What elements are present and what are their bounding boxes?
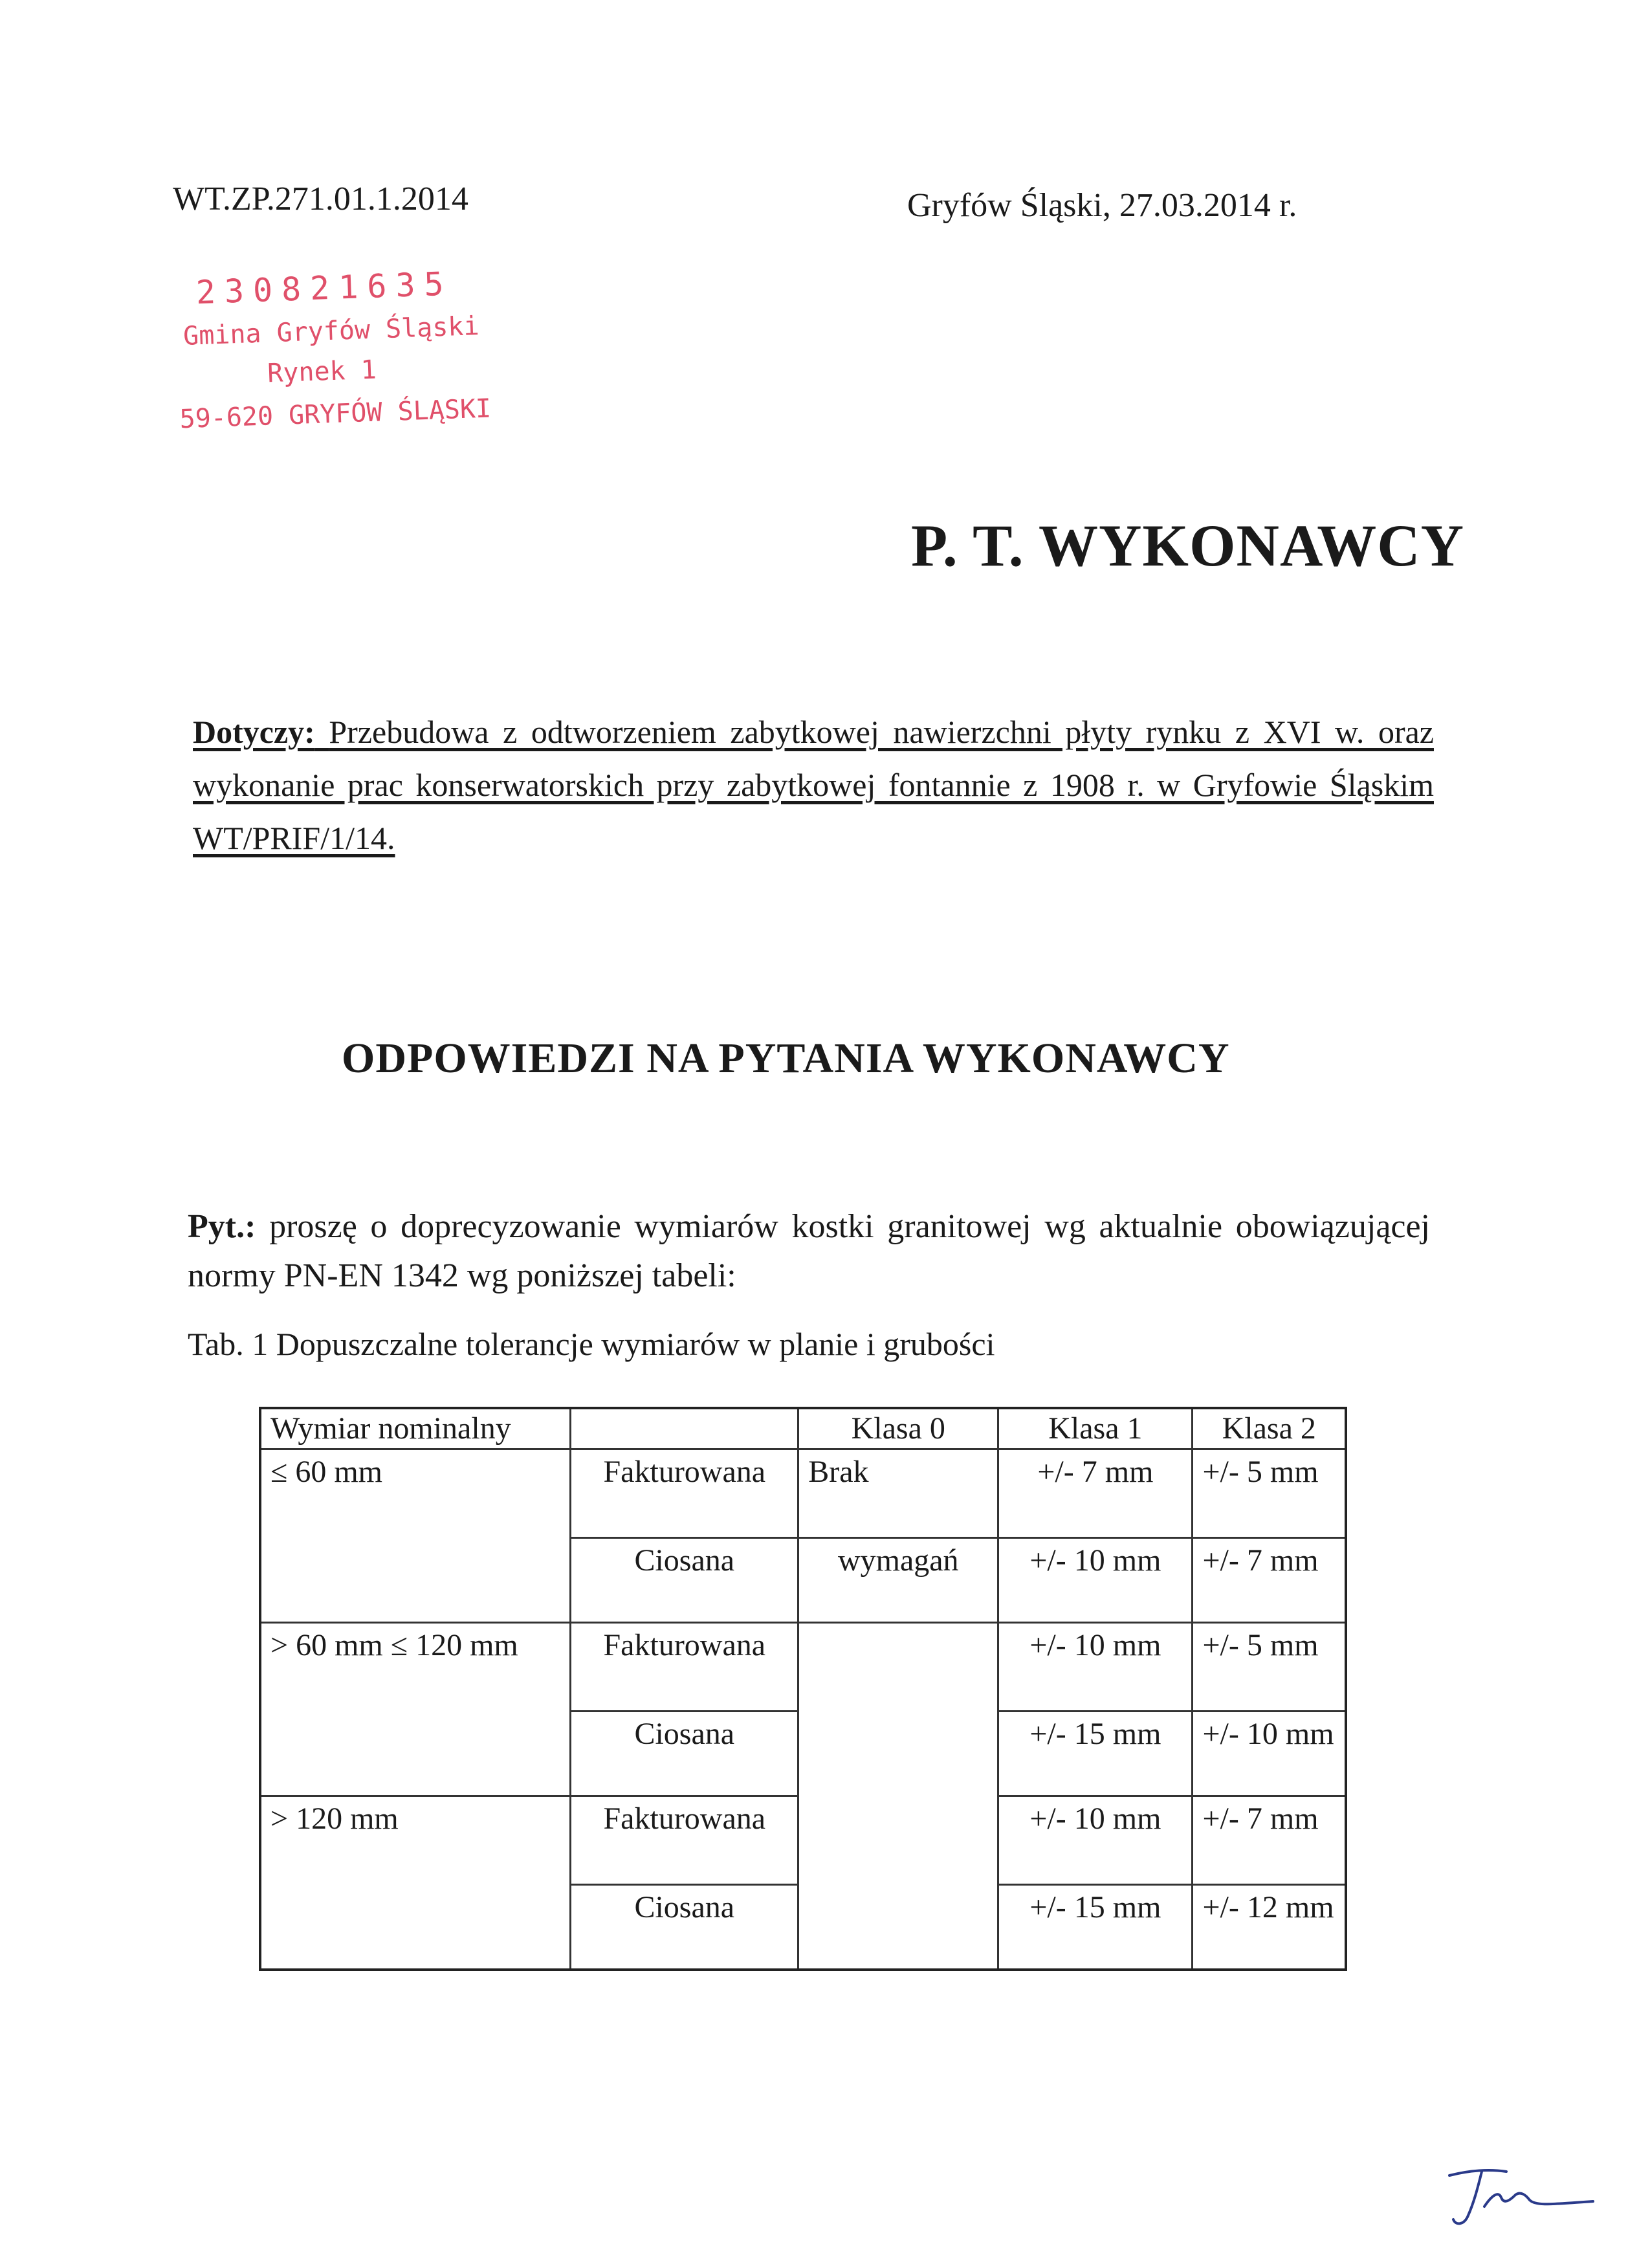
- finish-cell: Ciosana: [571, 1885, 798, 1970]
- klasa1-cell: +/- 10 mm: [998, 1796, 1193, 1885]
- size-cell: ≤ 60 mm: [260, 1449, 571, 1623]
- klasa2-cell: +/- 10 mm: [1193, 1712, 1346, 1796]
- question-label: Pyt.:: [188, 1208, 256, 1245]
- klasa0-cell: wymagań: [798, 1538, 998, 1623]
- document-heading: ODPOWIEDZI NA PYTANIA WYKONAWCY: [342, 1035, 1230, 1082]
- addressee: P. T. WYKONAWCY: [911, 512, 1465, 578]
- klasa2-cell: +/- 12 mm: [1193, 1885, 1346, 1970]
- stamp-postal-city: 59-620 GRYFÓW ŚLĄSKI: [179, 393, 492, 435]
- handwritten-signature: [1444, 2161, 1600, 2232]
- table-caption: Tab. 1 Dopuszczalne tolerancje wymiarów w planie i grubości: [188, 1326, 995, 1362]
- place-and-date: Gryfów Śląski, 27.03.2014 r.: [907, 187, 1297, 224]
- klasa2-cell: +/- 7 mm: [1193, 1538, 1346, 1623]
- klasa0-empty-cell: [798, 1623, 998, 1970]
- stamp-number: 230821635: [195, 265, 454, 312]
- question-text: proszę o doprecyzowanie wymiarów kostki granitowej wg aktualnie obowiązującej normy PN-EN 1342 wg poniższej tabeli:: [188, 1208, 1431, 1294]
- stamp-office-name: Gmina Gryfów Śląski: [182, 311, 480, 351]
- klasa2-cell: +/- 7 mm: [1193, 1796, 1346, 1885]
- klasa1-cell: +/- 15 mm: [998, 1885, 1193, 1970]
- finish-cell: Fakturowana: [571, 1623, 798, 1712]
- tolerance-table: [259, 1407, 1347, 1971]
- klasa1-cell: +/- 10 mm: [998, 1623, 1193, 1712]
- klasa1-cell: +/- 15 mm: [998, 1712, 1193, 1796]
- subject-text: Przebudowa z odtworzeniem zabytkowej nawierzchni płyty rynku z XVI w. oraz wykonanie prac konserwatorskich przy zabytkowej fontannie z 1908 r. w Gryfowie Śląskim WT/PRIF/1/14.: [193, 714, 1434, 856]
- office-stamp: [179, 265, 492, 435]
- header-cell: Klasa 0: [798, 1408, 998, 1449]
- finish-cell: Ciosana: [571, 1712, 798, 1796]
- table-row: [260, 1449, 1346, 1538]
- finish-cell: Fakturowana: [571, 1449, 798, 1538]
- table-header-row: [260, 1408, 1346, 1449]
- header-cell: Klasa 2: [1193, 1408, 1346, 1449]
- size-cell: > 60 mm ≤ 120 mm: [260, 1623, 571, 1796]
- subject-label: Dotyczy:: [193, 714, 315, 750]
- stamp-street: Rynek 1: [267, 355, 377, 389]
- reference-number: WT.ZP.271.01.1.2014: [173, 181, 468, 217]
- subject-paragraph: [193, 705, 1434, 864]
- finish-cell: Ciosana: [571, 1538, 798, 1623]
- klasa1-cell: +/- 7 mm: [998, 1449, 1193, 1538]
- table-row: [260, 1623, 1346, 1712]
- finish-cell: Fakturowana: [571, 1796, 798, 1885]
- klasa0-cell: Brak: [798, 1449, 998, 1538]
- klasa1-cell: +/- 10 mm: [998, 1538, 1193, 1623]
- size-cell: > 120 mm: [260, 1796, 571, 1970]
- header-cell: Wymiar nominalny: [260, 1408, 571, 1449]
- klasa2-cell: +/- 5 mm: [1193, 1449, 1346, 1538]
- question-paragraph: [188, 1202, 1430, 1301]
- klasa2-cell: +/- 5 mm: [1193, 1623, 1346, 1712]
- header-cell: [571, 1408, 798, 1449]
- header-cell: Klasa 1: [998, 1408, 1193, 1449]
